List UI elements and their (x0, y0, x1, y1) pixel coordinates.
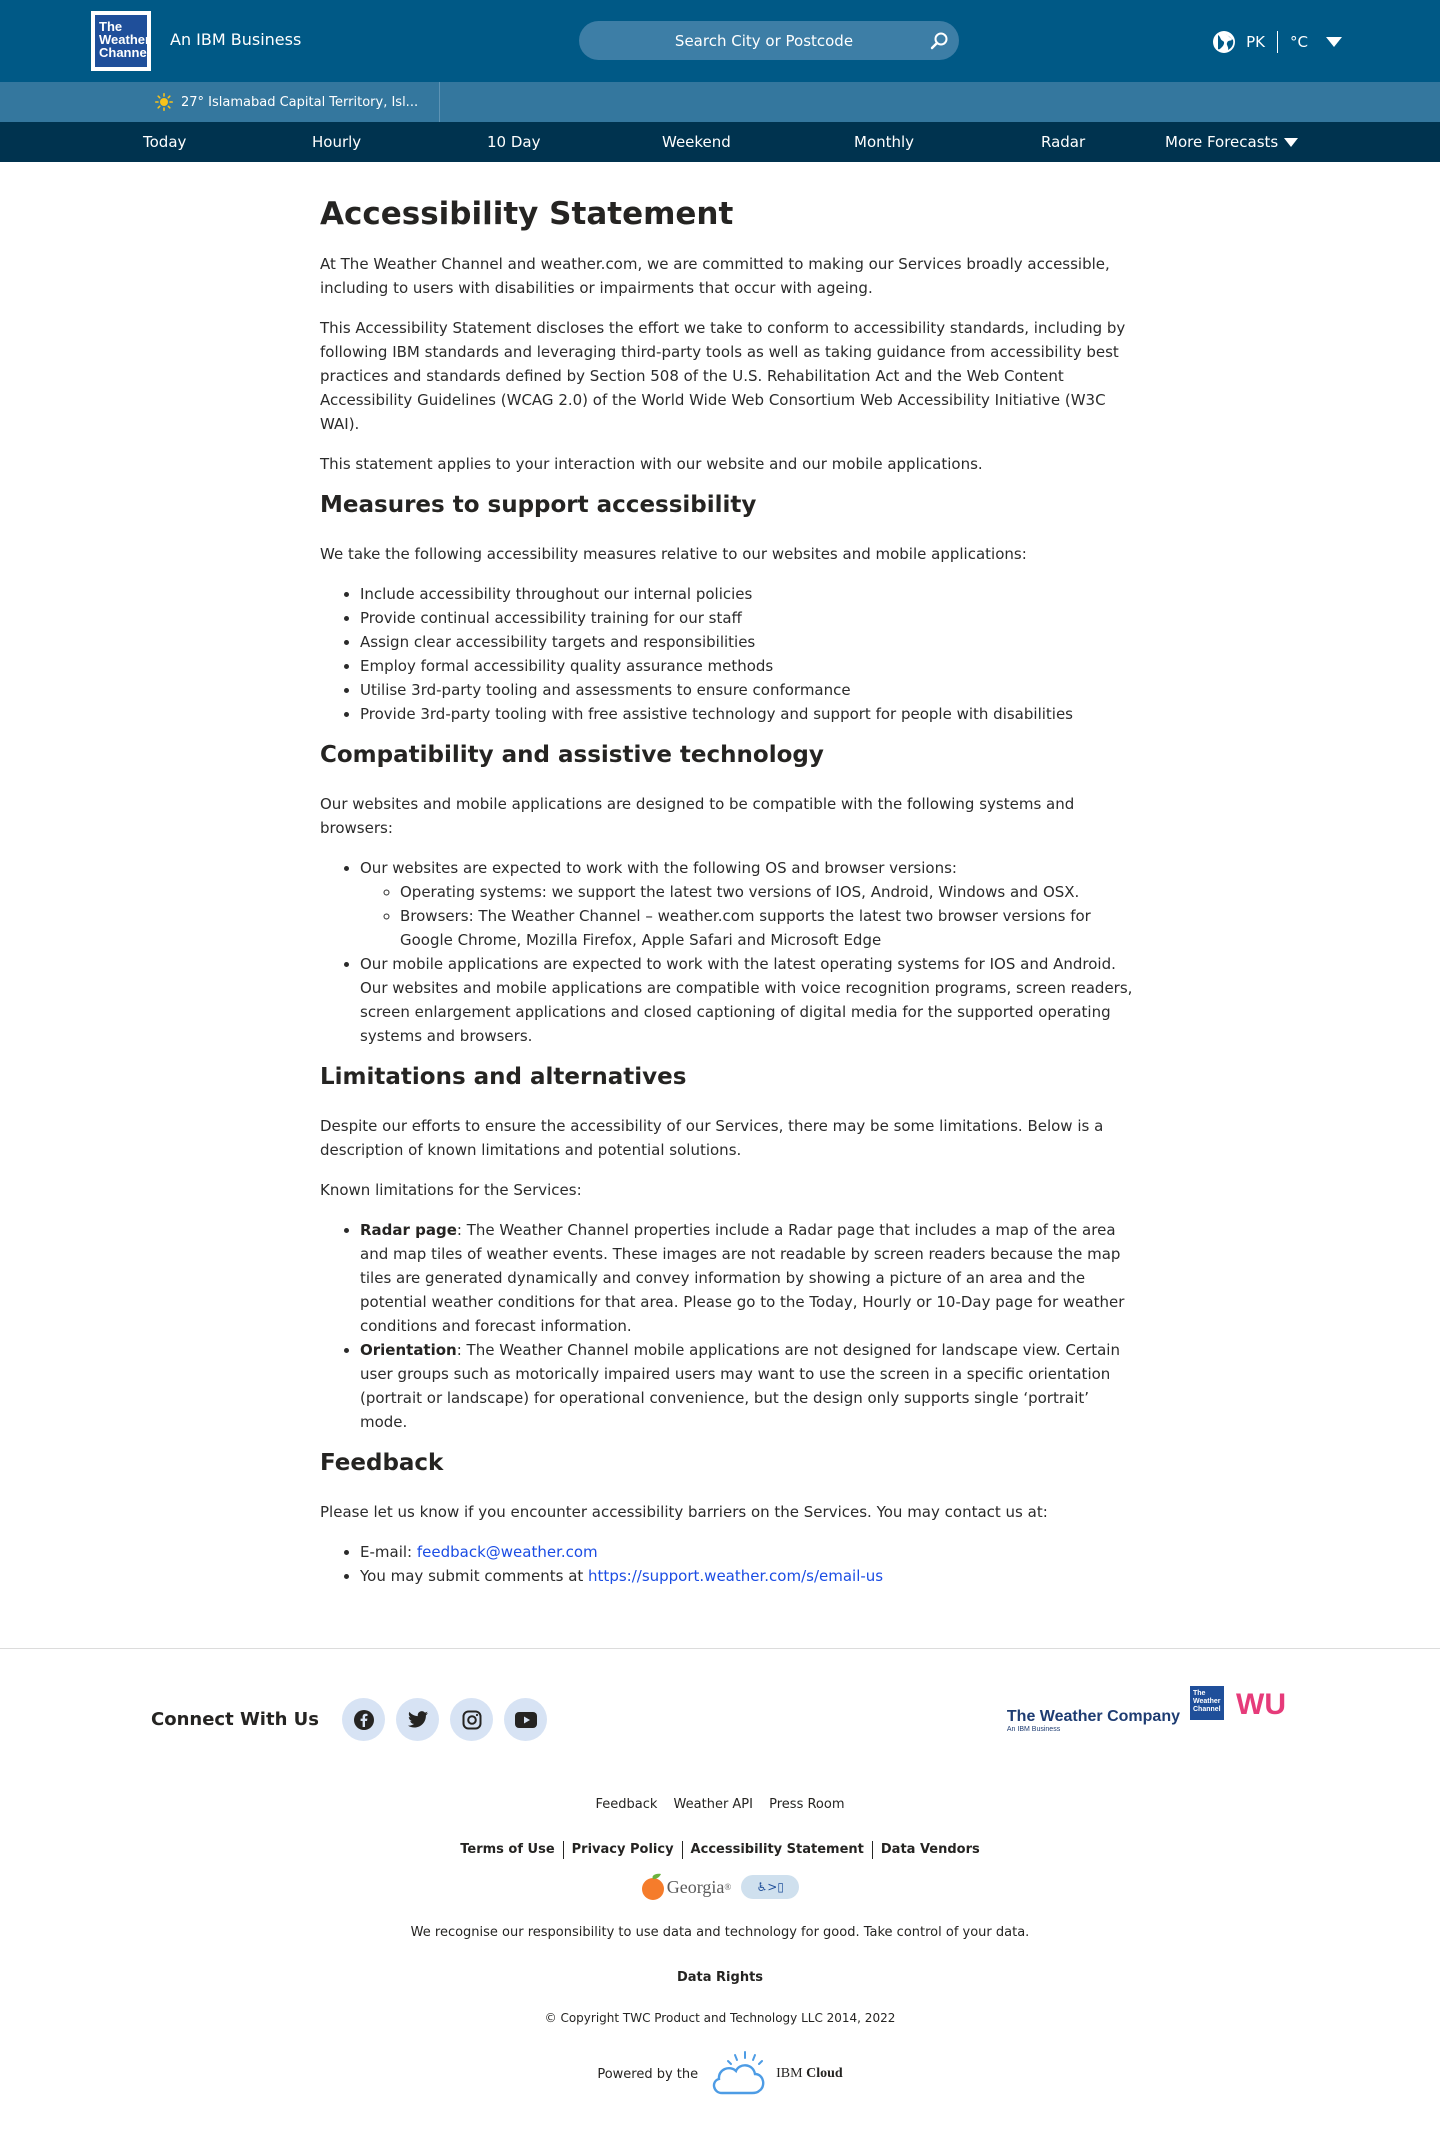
georgia-label: Georgia (666, 1876, 725, 1897)
brand-line: Weather (1193, 1698, 1221, 1705)
peach-icon (641, 1873, 667, 1901)
recent-location-label: 27° Islamabad Capital Territory, Isl... (181, 94, 419, 110)
brand-line: Channel (1193, 1706, 1221, 1713)
measures-heading: Measures to support accessibility (320, 492, 757, 518)
recent-location[interactable] (155, 82, 418, 122)
data-rights-link[interactable]: Data Rights (676, 1970, 764, 1985)
intro-paragraph: At The Weather Channel and weather.com, we are committed to making our Services broadly accessible, including to users with disabilities or impairments that occur with ageing. (320, 255, 1110, 297)
feedback-email-link[interactable]: feedback@weather.com (416, 1543, 598, 1561)
connect-with-us (151, 1698, 547, 1741)
nav-more-forecasts[interactable] (1165, 122, 1298, 162)
radar-text: : The Weather Channel properties include a Radar page that includes a map of the area and map tiles of weather events. These images are not readable by screen readers because the map tiles are generated dynamically and convey information by showing a picture of an area and the potential weather conditions for that area. Please go to the Today, Hourly or 10-Day page for weather conditions and forecast information. (360, 1221, 1125, 1335)
nav-monthly[interactable]: Monthly (854, 133, 915, 151)
youtube-icon[interactable] (504, 1698, 547, 1741)
known-limitations: Known limitations for the Services: (320, 1181, 582, 1199)
locale-selector[interactable] (1212, 30, 1342, 54)
orientation-label: Orientation (360, 1341, 457, 1359)
brand-logos (1007, 1684, 1290, 1734)
site-footer (0, 1648, 1440, 2133)
intro-paragraph: This Accessibility Statement discloses the effort we take to conform to accessibility standards, including by following IBM standards and leveraging third-party tools as well as taking guidance from accessibility best practices and standards defined by Section 508 of the U.S. Rehabilitation Act and the Web Content Accessibility Guidelines (WCAG 2.0) of the World Wide Web Consortium Web Accessibility Initiative (W3C WAI). (320, 319, 1126, 433)
cloud-label: Cloud (806, 2066, 843, 2081)
comments-prefix: You may submit comments at (360, 1567, 589, 1585)
copyright-text: © Copyright TWC Product and Technology LLC 2014, 2022 (544, 2011, 896, 2025)
email-prefix: E-mail: (360, 1543, 417, 1561)
country-code: PK (1246, 33, 1266, 51)
footer-links (0, 1797, 1440, 1812)
brand-line: The (1006, 1708, 1036, 1725)
page-title: Accessibility Statement (320, 196, 734, 232)
site-header (0, 0, 1440, 162)
list-item (360, 1218, 1140, 1338)
footer-link-feedback[interactable]: Feedback (595, 1797, 658, 1812)
weather-company-logo[interactable] (1007, 1709, 1180, 1734)
footer-badges (0, 1873, 1440, 1901)
georgia-mark: ® (724, 1882, 732, 1892)
logo-line: The (99, 19, 123, 34)
connect-label: Connect With Us (151, 1709, 319, 1730)
brand-line: The (1193, 1690, 1206, 1697)
nav-today[interactable]: Today (143, 133, 187, 151)
twitter-icon[interactable] (396, 1698, 439, 1741)
list-item: • Our mobile applications are expected to work with the latest operating systems for IOS and Android. Our websites and mobile applications are compatible with voice recognition programs, screen readers, screen enlargement applications and closed captioning of digital media for the supported operating systems and browsers. (360, 952, 1140, 1048)
legal-link-accessibility[interactable]: Accessibility Statement (682, 1841, 872, 1859)
logo-line: Channel (99, 45, 151, 60)
ibm-cloud-label (776, 2066, 843, 2082)
intro-paragraph: This statement applies to your interaction with our website and our mobile applications. (320, 455, 983, 473)
legal-links (0, 1841, 1440, 1859)
compat-heading: Compatibility and assistive technology (320, 742, 824, 768)
ibm-cloud-icon (708, 2049, 768, 2099)
list-item: • Utilise 3rd-party tooling and assessments to ensure conformance (360, 678, 1140, 702)
feedback-list (320, 1540, 1140, 1588)
legal-link-privacy[interactable]: Privacy Policy (563, 1841, 682, 1859)
temperature-unit: °C (1290, 33, 1308, 51)
footer-link-press-room[interactable]: Press Room (769, 1797, 845, 1812)
legal-link-data-vendors[interactable]: Data Vendors (872, 1841, 988, 1859)
wu-mark (1234, 1684, 1290, 1718)
compat-intro: Our websites and mobile applications are designed to be compatible with the following systems and browsers: (320, 795, 1075, 837)
radar-label: Radar page (360, 1221, 457, 1239)
orientation-text: : The Weather Channel mobile applications are not designed for landscape view. Certain user groups such as motorically impaired users may want to use the screen in a specific orientation (portrait or landscape) for operational convenience, but the design only supports single ‘portrait’ mode. (360, 1341, 1120, 1431)
list-item (360, 856, 1140, 952)
responsibility-text: We recognise our responsibility to use data and technology for good. Take control of your data. (410, 1925, 1030, 1940)
support-email-link[interactable]: https://support.weather.com/s/email-us (588, 1567, 884, 1585)
list-item (360, 1338, 1140, 1434)
main-content (320, 162, 1140, 1588)
georgia-badge[interactable] (641, 1873, 732, 1901)
measures-list (320, 582, 1140, 726)
limits-list (320, 1218, 1140, 1434)
weather-underground-logo[interactable] (1234, 1684, 1290, 1724)
feedback-intro: Please let us know if you encounter accessibility barriers on the Services. You may contact us at: (320, 1503, 1048, 1521)
facebook-icon[interactable] (342, 1698, 385, 1741)
footer-link-weather-api[interactable]: Weather API (673, 1797, 753, 1812)
instagram-icon[interactable] (450, 1698, 493, 1741)
search-icon[interactable] (919, 21, 959, 60)
brand-line: Weather (1039, 1708, 1103, 1725)
locale-divider (1277, 31, 1278, 53)
limits-intro: Despite our efforts to ensure the accessibility of our Services, there may be some limitations. Below is a description of known limitations and potential solutions. (320, 1117, 1104, 1159)
list-item: • Include accessibility throughout our internal policies (360, 582, 1140, 606)
logo-line: Weather (99, 32, 151, 47)
list-item (360, 1564, 1140, 1588)
list-item: • Employ formal accessibility quality assurance methods (360, 654, 1140, 678)
powered-by (0, 2049, 1440, 2099)
forecast-nav (0, 122, 1440, 162)
wu-text: WU (1236, 1688, 1286, 1718)
top-bar (0, 0, 1440, 82)
logo-mark (93, 13, 149, 69)
nav-radar[interactable]: Radar (1041, 133, 1086, 151)
compat-sublist (360, 880, 1140, 952)
nav-10-day[interactable]: 10 Day (487, 133, 541, 151)
list-item: • Assign clear accessibility targets and responsibilities (360, 630, 1140, 654)
legal-link-terms[interactable]: Terms of Use (460, 1842, 555, 1857)
measures-intro: We take the following accessibility measures relative to our websites and mobile applications: (320, 545, 1027, 563)
list-item (360, 1540, 1140, 1564)
brand-line: Company (1107, 1708, 1180, 1725)
sun-icon (155, 93, 173, 111)
list-item: ◦ Browsers: The Weather Channel – weather.com supports the latest two browser versions for Google Chrome, Mozilla Firefox, Apple Safari and Microsoft Edge (400, 904, 1140, 952)
nav-weekend[interactable]: Weekend (662, 133, 731, 151)
location-bar (0, 82, 1440, 122)
globe-icon (1212, 30, 1236, 54)
search-input[interactable] (579, 21, 919, 60)
nav-more-forecasts-label: More Forecasts (1165, 133, 1279, 151)
ada-badge[interactable]: ♿>▯ (741, 1875, 799, 1899)
list-item: • Provide continual accessibility training for our staff (360, 606, 1140, 630)
nav-hourly[interactable]: Hourly (312, 133, 362, 151)
feedback-heading: Feedback (320, 1450, 444, 1476)
compat-list (320, 856, 1140, 1048)
weather-channel-footer-logo[interactable] (1190, 1686, 1224, 1720)
powered-by-label: Powered by the (597, 2066, 699, 2082)
limits-heading: Limitations and alternatives (320, 1064, 687, 1090)
list-item: ◦ Operating systems: we support the latest two versions of IOS, Android, Windows and OSX. (400, 880, 1140, 904)
compat-item-text: Our websites are expected to work with the following OS and browser versions: (360, 859, 957, 877)
list-item: • Provide 3rd-party tooling with free assistive technology and support for people with disabilities (360, 702, 1140, 726)
location-divider (439, 82, 440, 122)
caret-down-icon (1326, 37, 1342, 47)
brand-subline: An IBM Business (1006, 1726, 1061, 1733)
ibm-business-tagline: An IBM Business (170, 30, 302, 49)
search-bar (579, 21, 959, 60)
caret-down-icon (1284, 138, 1298, 147)
ibm-label: IBM (776, 2066, 803, 2081)
weather-channel-logo[interactable] (91, 11, 151, 71)
